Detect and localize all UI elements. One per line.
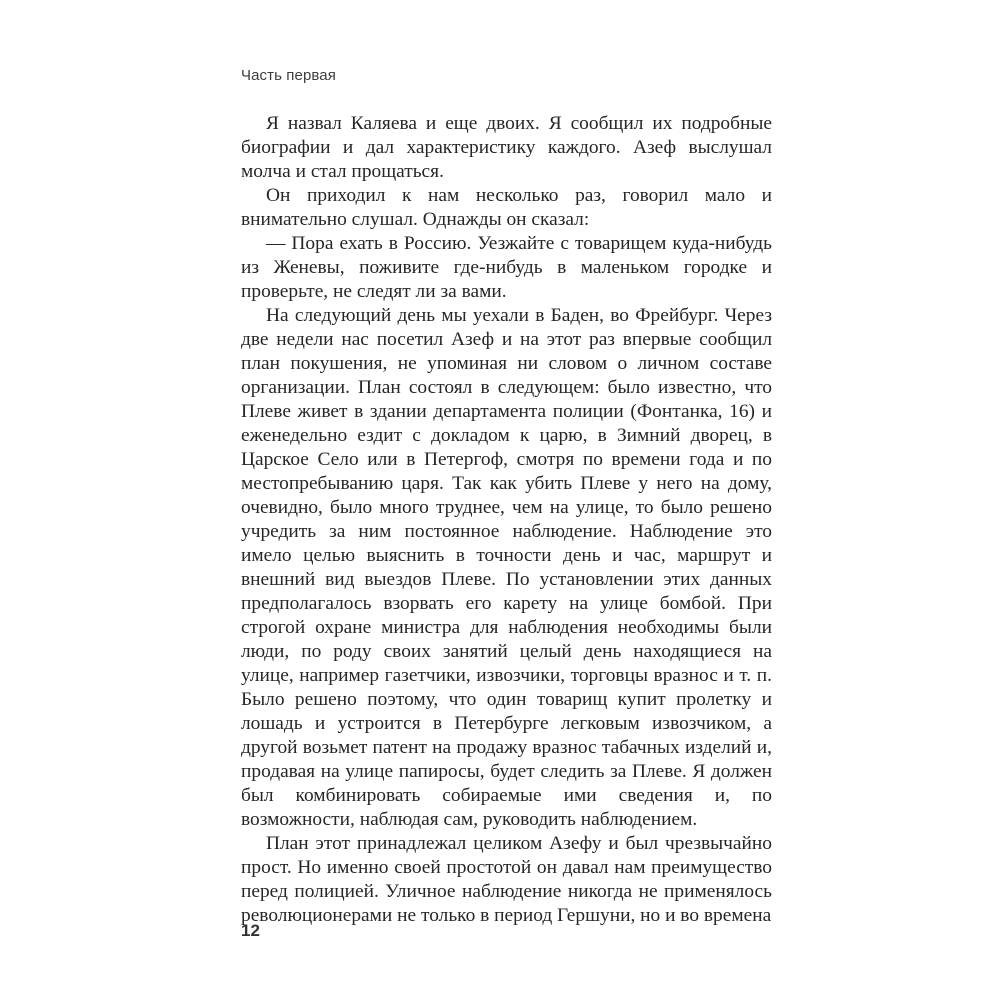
paragraph: План этот принадлежал целиком Азефу и был чрезвычайно прост. Но именно своей простотой он давал нам преимущество перед полицией. Уличное наблюдение никогда не применялось революционерами не только в период Гершуни, но и во времена	[241, 833, 772, 926]
page-number: 12	[241, 921, 260, 940]
paragraph: — Пора ехать в Россию. Уезжайте с товарищем куда-нибудь из Женевы, поживите где-нибудь в маленьком городке и проверьте, не следят ли за вами.	[241, 233, 772, 302]
paragraph: Он приходил к нам несколько раз, говорил мало и внимательно слушал. Однажды он сказал:	[241, 185, 772, 230]
paragraph: На следующий день мы уехали в Баден, во Фрейбург. Через две недели нас посетил Азеф и на этот раз впервые сообщил план покушения, не упоминая ни словом о личном составе организации. План состоял в следующем: было известно, что Плеве живет в здании департамента полиции (Фонтанка, 16) и еженедельно ездит с докладом к царю, в Зимний дворец, в Царское Село или в Петергоф, смотря по времени года и по местопребыванию царя. Так как убить Плеве у него на дому, очевидно, было много труднее, чем на улице, то было решено учредить за ним постоянное наблюдение. Наблюдение это имело целью выяснить в точности день и час, маршрут и внешний вид выездов Плеве. По установлении этих данных предполагалось взорвать его карету на улице бомбой. При строгой охране министра для наблюдения необходимы были люди, по роду своих занятий целый день находящиеся на улице, например газетчики, извозчики, торговцы вразнос и т. п. Было решено поэтому, что один товарищ купит пролетку и лошадь и устроится в Петербурге легковым извозчиком, а другой возьмет патент на продажу вразнос табачных изделий и, продавая на улице папиросы, будет следить за Плеве. Я должен был комбинировать собираемые ими сведения и, по возможности, наблюдая сам, руководить наблюдением.	[241, 305, 772, 830]
running-head: Часть первая	[241, 67, 336, 84]
body-text	[241, 112, 772, 928]
paragraph: Я назвал Каляева и еще двоих. Я сообщил их подробные биографии и дал характеристику каждого. Азеф выслушал молча и стал прощаться.	[241, 113, 772, 182]
